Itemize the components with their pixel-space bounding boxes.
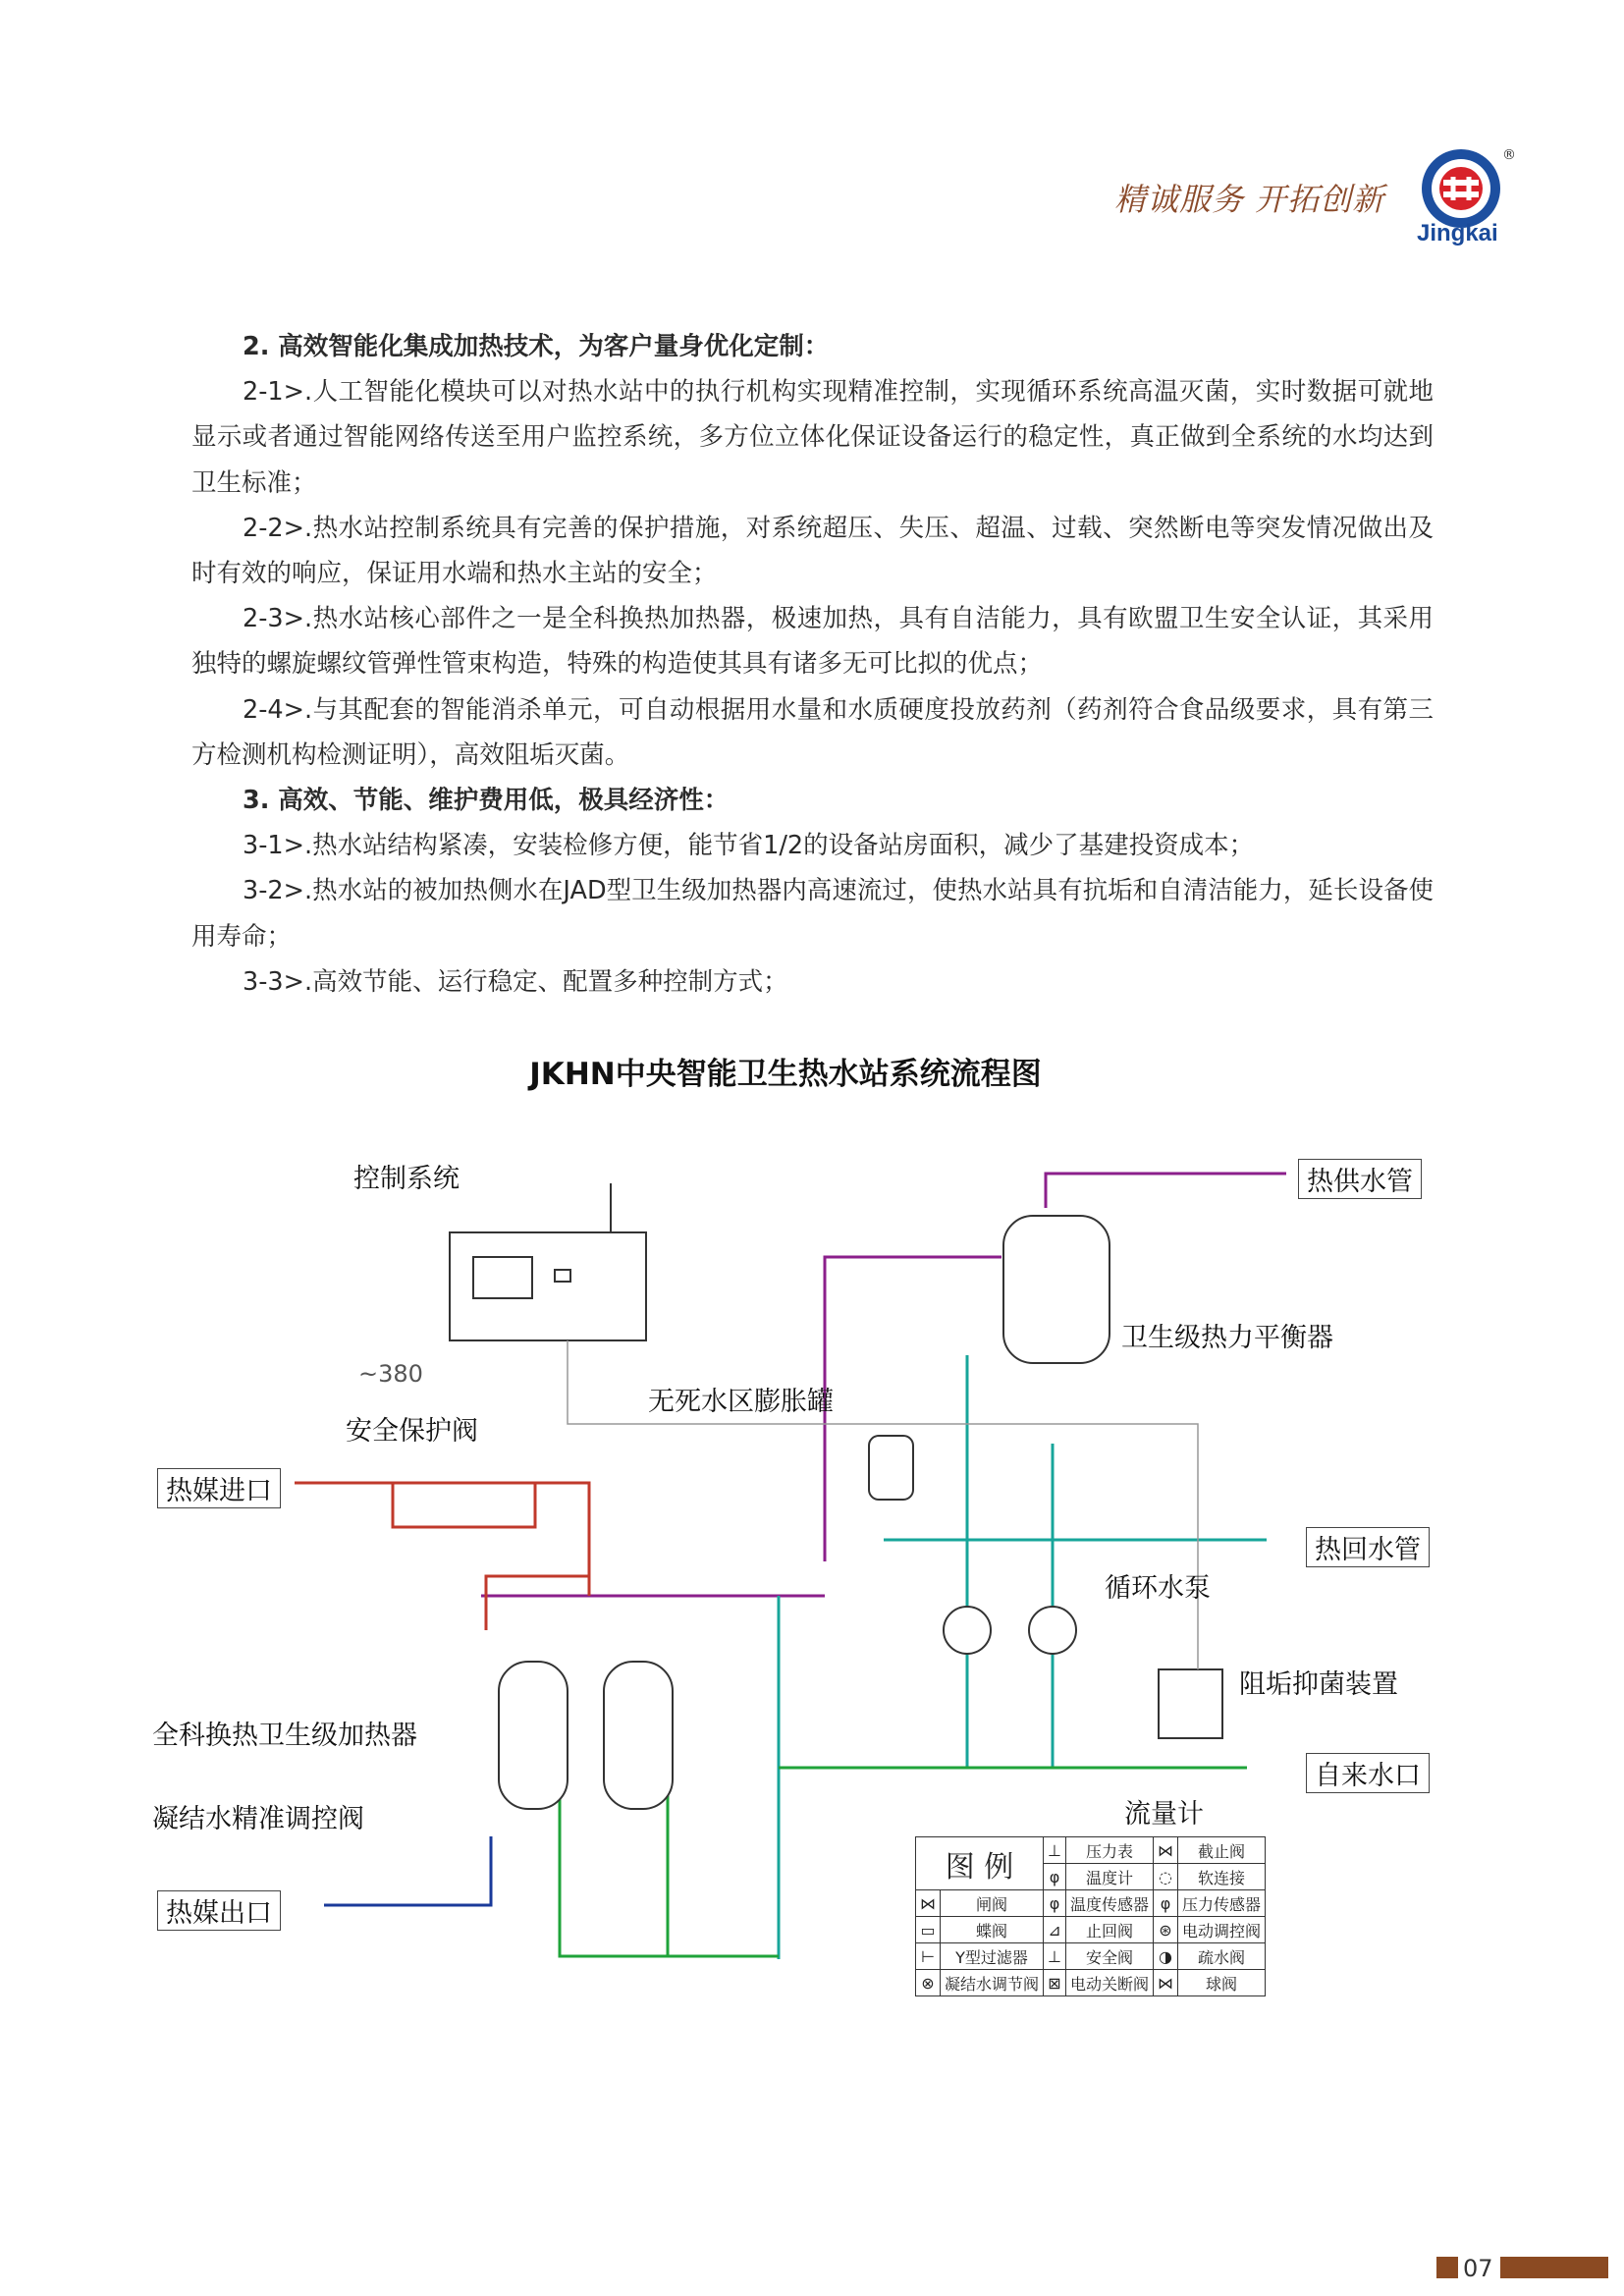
page-bar (1500, 2257, 1608, 2278)
legend-item: 电动调控阀 (1177, 1917, 1265, 1943)
legend-item: 软连接 (1177, 1864, 1265, 1890)
label-hot-return: 热回水管 (1306, 1527, 1430, 1567)
registered-mark: ® (1502, 147, 1516, 163)
paragraph: 2-1>.人工智能化模块可以对热水站中的执行机构实现精准控制，实现循环系统高温灭菌，实时数据可就地显示或者通过智能网络传送至用户监控系统，多方位立体化保证设备运行的稳定性，真正做到全系统的水均达到卫生标准； (191, 377, 1434, 498)
legend-item: 温度计 (1065, 1864, 1153, 1890)
label-safety-valve: 安全保护阀 (346, 1416, 478, 1447)
section-heading: 2. 高效智能化集成加热技术，为客户量身优化定制： (243, 332, 830, 361)
legend-item: 截止阀 (1177, 1837, 1265, 1864)
header-slogan: 精诚服务 开拓创新 (1114, 181, 1385, 218)
paragraph: 2-3>.热水站核心部件之一是全科换热加热器，极速加热，具有自洁能力，具有欧盟卫生安全认证，其采用独特的螺旋螺纹管弹性管束构造，特殊的构造使其具有诸多无可比拟的优点； (191, 604, 1434, 680)
paragraph: 3-1>.热水站结构紧凑，安装检修方便，能节省1/2的设备站房面积，减少了基建投资成本； (243, 831, 1255, 861)
page-marker (1436, 2257, 1458, 2278)
label-tap-water: 自来水口 (1306, 1753, 1430, 1793)
heater-1 (499, 1662, 568, 1809)
legend-item: 蝶阀 (941, 1917, 1044, 1943)
label-flowmeter: 流量计 (1124, 1799, 1204, 1830)
legend-item: 闸阀 (941, 1890, 1044, 1917)
expansion-tank (869, 1436, 913, 1500)
legend-item: 压力表 (1065, 1837, 1153, 1864)
diagram-title: JKHN中央智能卫生热水站系统流程图 (529, 1057, 1042, 1092)
diagram-legend: 图 例 ⊥ 压力表 ⋈ 截止阀 φ 温度计 ◌ 软连接 ⋈ 闸阀 φ 温度传感器 φ 压力传感器 ▭ 蝶阀 ⊿ 止回阀 ⊛ 电动调控阀 ⊢ Y型过滤器 ⊥ 安全阀 ◑ 疏水阀 ⊗ 凝结水调节阀 ⊠ 电动关断阀 ⋈ 球阀 (915, 1836, 1266, 1996)
pump-2 (1029, 1607, 1076, 1654)
balancer-tank (1003, 1216, 1110, 1363)
label-scale-device: 阻垢抑菌装置 (1239, 1669, 1398, 1700)
legend-item: 疏水阀 (1177, 1943, 1265, 1970)
label-control-system: 控制系统 (353, 1164, 460, 1194)
paragraph: 3-2>.热水站的被加热侧水在JAD型卫生级加热器内高速流过，使热水站具有抗垢和自清洁能力，延长设备使用寿命； (191, 876, 1434, 952)
label-heat-out: 热媒出口 (157, 1890, 281, 1931)
legend-item: 温度传感器 (1065, 1890, 1153, 1917)
scale-device (1159, 1669, 1222, 1738)
label-balancer: 卫生级热力平衡器 (1121, 1323, 1333, 1353)
page-number: 07 (1463, 2255, 1493, 2282)
label-power: ~380 (358, 1360, 423, 1388)
paragraph: 3-3>.高效节能、运行稳定、配置多种控制方式； (243, 966, 788, 997)
label-condensate-valve: 凝结水精准调控阀 (152, 1804, 364, 1834)
pump-1 (944, 1607, 991, 1654)
label-pump: 循环水泵 (1105, 1573, 1211, 1604)
legend-item: Y型过滤器 (941, 1943, 1044, 1970)
paragraph: 2-2>.热水站控制系统具有完善的保护措施，对系统超压、失压、超温、过载、突然断电等突发情况做出及时有效的响应，保证用水端和热水主站的安全； (191, 513, 1434, 589)
label-hot-supply: 热供水管 (1298, 1159, 1422, 1199)
label-expansion-tank: 无死水区膨胀罐 (648, 1387, 834, 1417)
legend-item: 电动关断阀 (1065, 1970, 1153, 1996)
heater-2 (604, 1662, 673, 1809)
legend-item: 球阀 (1177, 1970, 1265, 1996)
legend-item: 安全阀 (1065, 1943, 1153, 1970)
legend-item: 压力传感器 (1177, 1890, 1265, 1917)
legend-item: 凝结水调节阀 (941, 1970, 1044, 1996)
legend-title: 图 例 (916, 1837, 1044, 1890)
legend-item: 止回阀 (1065, 1917, 1153, 1943)
brand-name: Jingkai (1417, 220, 1498, 246)
paragraph: 2-4>.与其配套的智能消杀单元，可自动根据用水量和水质硬度投放药剂（药剂符合食品级要求，具有第三方检测机构检测证明），高效阻垢灭菌。 (191, 694, 1434, 770)
label-heater: 全科换热卫生级加热器 (152, 1721, 417, 1751)
label-heat-in: 热媒进口 (157, 1468, 281, 1508)
section-heading: 3. 高效、节能、维护费用低，极具经济性： (243, 786, 730, 816)
